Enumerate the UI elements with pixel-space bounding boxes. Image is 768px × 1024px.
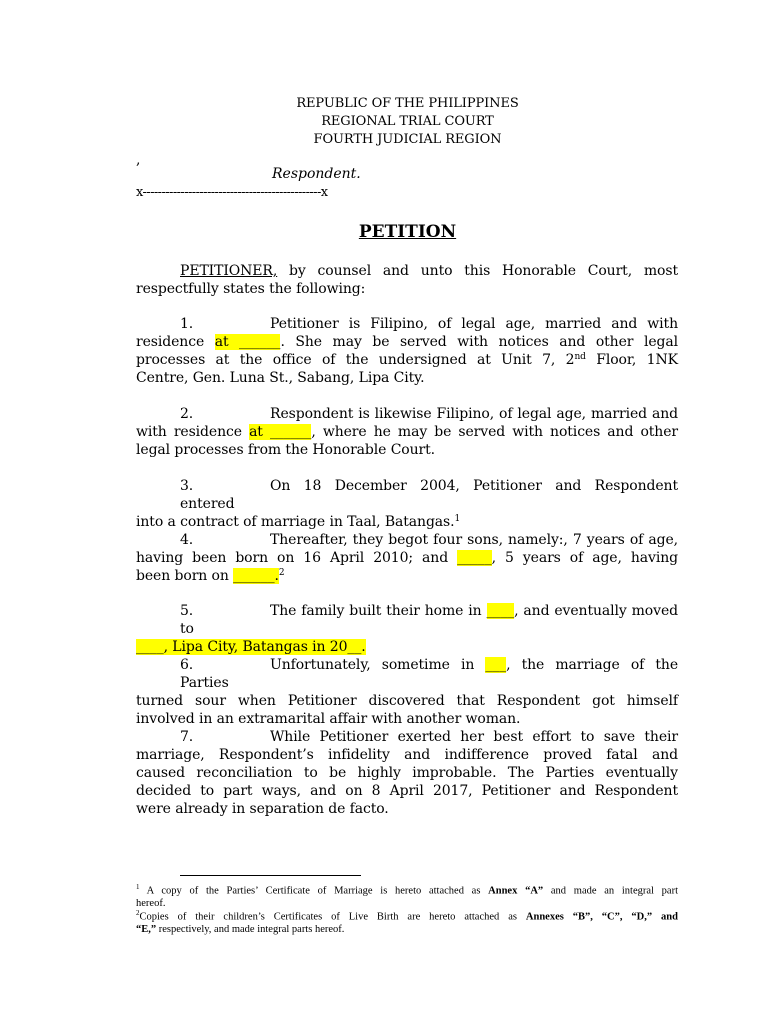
paragraph-text: , and eventually moved to (180, 603, 678, 637)
intro-text-2: respectfully states the following: (136, 281, 366, 297)
footnote-divider (180, 875, 361, 876)
paragraph-number: 4. (180, 532, 194, 548)
paragraph-text: Thereafter, they begot four sons, namely:, 7 years of age, (270, 532, 678, 548)
footnote-annex: Annexes “B”, “C”, “D,” and (525, 911, 678, 923)
superscript: nd (574, 352, 586, 362)
petitioner-label: PETITIONER, (180, 263, 278, 279)
court-header-court: REGIONAL TRIAL COURT (321, 114, 494, 129)
footnote-annex: Annex “A” (488, 885, 544, 897)
paragraph-text: into a contract of marriage in Taal, Batangas. (136, 514, 455, 530)
footnote-ref[interactable]: 2 (278, 568, 285, 578)
paragraph-text: Unfortunately, sometime in (270, 657, 486, 673)
paragraph-text: turned sour when Petitioner discovered that Respondent got himself (136, 693, 678, 709)
paragraph-6 (136, 656, 678, 728)
paragraph-text: with residence (136, 424, 250, 440)
paragraph-3 (136, 477, 678, 531)
paragraph-text: , where he may be served with notices and other (311, 424, 678, 440)
intro-text: by counsel and unto this Honorable Court, most (277, 263, 678, 279)
paragraph-text: marriage, Respondent’s infidelity and indifference proved fatal and (136, 747, 678, 763)
footnote-mark: 1 (136, 883, 140, 891)
court-header-republic: REPUBLIC OF THE PHILIPPINES (296, 96, 519, 111)
paragraph-text: Centre, Gen. Luna St., Sabang, Lipa City. (136, 370, 425, 386)
paragraph-text: legal processes from the Honorable Court. (136, 442, 436, 458)
footnote-text: Copies of their children’s Certificates of Live Birth are hereto attached as (139, 911, 526, 923)
paragraph-number: 2. (180, 406, 194, 422)
paragraph-number: 1. (180, 316, 194, 332)
paragraph-text: On 18 December 2004, Petitioner and Respondent entered (180, 478, 678, 512)
paragraph-number: 7. (180, 729, 194, 745)
footnote-ref[interactable]: 1 (454, 514, 461, 524)
caption-separator: x-----------------------------------------------x (136, 185, 328, 200)
footnote-text: A copy of the Parties’ Certificate of Marriage is hereto attached as (139, 885, 489, 897)
paragraph-number: 6. (180, 657, 194, 673)
paragraph-text: been born on (136, 568, 234, 584)
paragraph-5 (136, 602, 678, 656)
blank-field: ___ (485, 657, 507, 673)
intro-paragraph (136, 262, 678, 298)
paragraph-text: , the marriage of the Parties (180, 657, 679, 691)
caption-respondent: Respondent. (272, 166, 361, 182)
blank-field: at ______ (214, 334, 281, 350)
footnote-text: hereof. (136, 898, 166, 909)
blank-field: _____ (457, 550, 492, 566)
paragraph-text: . She may be served with notices and other legal (280, 334, 678, 350)
footnote-2 (136, 907, 678, 937)
paragraph-text: were already in separation de facto. (136, 801, 389, 817)
paragraph-2 (136, 405, 678, 459)
blank-field: ____, Lipa City, Batangas in 20__. (136, 639, 366, 655)
paragraph-text: Respondent is likewise Filipino, of legal age, married and (270, 406, 678, 422)
document-title: PETITION (358, 222, 457, 242)
paragraph-1 (136, 315, 678, 387)
paragraph-text: decided to part ways, and on 8 April 2017, Petitioner and Respondent (136, 783, 678, 799)
paragraph-text: Petitioner is Filipino, of legal age, married and with (270, 316, 678, 332)
paragraph-text: having been born on 16 April 2010; and (136, 550, 458, 566)
paragraph-text: residence (136, 334, 215, 350)
paragraph-number: 3. (180, 478, 194, 494)
paragraph-text: processes at the office of the undersigned at Unit 7, 2 (136, 352, 575, 368)
caption-comma: , (136, 152, 141, 168)
blank-field: ______. (233, 568, 279, 584)
paragraph-7 (136, 728, 678, 818)
paragraph-4 (136, 531, 678, 585)
paragraph-text: Floor, 1NK (585, 352, 678, 368)
court-header-region: FOURTH JUDICIAL REGION (313, 132, 502, 147)
blank-field: at ______ (249, 424, 312, 440)
paragraph-number: 5. (180, 603, 194, 619)
footnote-annex: “E,” (136, 924, 157, 935)
paragraph-text: caused reconciliation to be highly improbable. The Parties eventually (136, 765, 678, 781)
footnote-mark: 2 (136, 909, 140, 917)
paragraph-text: While Petitioner exerted her best effort to save their (270, 729, 678, 745)
paragraph-text: involved in an extramarital affair with another woman. (136, 711, 521, 727)
blank-field: ____ (486, 603, 515, 619)
paragraph-text: , 5 years of age, having (491, 550, 678, 566)
paragraph-text: The family built their home in (270, 603, 487, 619)
footnote-text: respectively, and made integral parts hereof. (156, 924, 345, 935)
footnote-text: and made an integral part (543, 885, 678, 897)
